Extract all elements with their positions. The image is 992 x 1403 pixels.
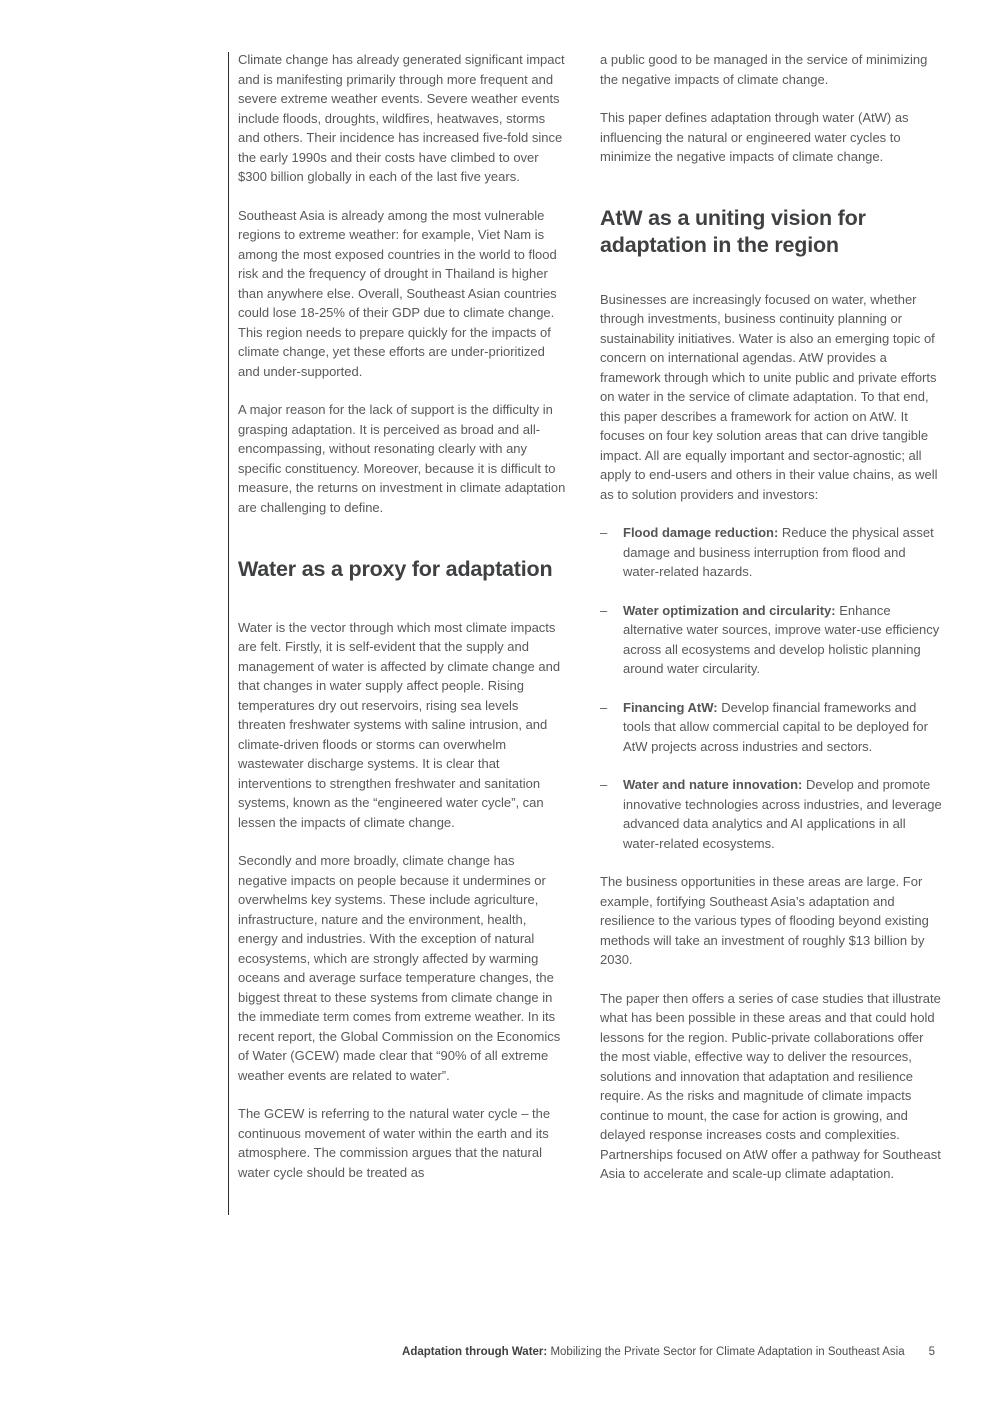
body-paragraph: The business opportunities in these areas are large. For example, fortifying Southeast Asia’s adaptation and resilience to the various types of flooding beyond existing methods will take an investment of roughly $13 billion by 2030. <box>600 874 929 967</box>
bullet-text: Enhance alternative water sources, improve water-use efficiency across all ecosystems and develop holistic planning around water circularity. <box>623 602 940 676</box>
list-item <box>600 775 942 853</box>
body-paragraph: Secondly and more broadly, climate change has negative impacts on people because it undermines or overwhelms key systems. These include agriculture, infrastructure, nature and the environment, health, energy and industries. With the exception of natural ecosystems, which are strongly affected by warming oceans and average surface temperature changes, the biggest threat to these systems from climate change in the immediate term comes from extreme weather. In its recent report, the Global Commission on the Economics of Water (GCEW) made clear that “90% of all extreme weather events are related to water”. <box>238 853 561 1083</box>
body-paragraph: Southeast Asia is already among the most vulnerable regions to extreme weather: for example, Viet Nam is among the most exposed countries in the world to flood risk and the frequency of drought in Thailand is higher than anywhere else. Overall, Southeast Asian countries could lose 18-25% of their GDP due to climate change. This region needs to prepare quickly for the impacts of climate change, yet these efforts are under-prioritized and under-supported. <box>238 207 557 379</box>
footer-title-bold: Adaptation through Water: <box>402 1346 548 1358</box>
bullet-dash: – <box>600 525 608 540</box>
solution-areas-list <box>600 523 942 853</box>
bullet-label: Financing AtW: <box>623 699 718 715</box>
section-heading-atw-vision: AtW as a uniting vision for adaptation in the region <box>600 205 866 257</box>
page-number: 5 <box>928 1346 935 1358</box>
two-column-layout <box>238 50 942 1203</box>
left-column <box>238 50 566 1203</box>
section-heading-water-proxy: Water as a proxy for adaptation <box>238 557 553 581</box>
footer-title-rest: Mobilizing the Private Sector for Climate Adaptation in Southeast Asia <box>550 1346 905 1358</box>
bullet-dash: – <box>600 602 608 618</box>
list-item <box>600 601 942 679</box>
body-paragraph: The paper then offers a series of case studies that illustrate what has been possible in these areas and that could hold lessons for the region. Public-private collaborations offer the most viable, effective way to deliver the resources, solutions and innovation that adaptation and resilience require. As the risks and magnitude of climate impacts continue to mount, the case for action is growing, and delayed response increases costs and complexities. Partnerships focused on AtW offer a pathway for Southeast Asia to accelerate and scale-up climate adaptation. <box>600 990 941 1181</box>
column-divider-rule <box>228 52 229 1215</box>
bullet-label: Flood damage reduction: <box>623 525 779 540</box>
bullet-label: Water and nature innovation: <box>623 777 803 792</box>
bullet-paragraph <box>623 601 942 679</box>
body-paragraph: The GCEW is referring to the natural water cycle – the continuous movement of water within the earth and its atmosphere. The commission argues that the natural water cycle should be treated as <box>238 1106 551 1180</box>
bullet-dash: – <box>600 777 608 792</box>
right-column <box>600 50 942 1203</box>
list-item <box>600 698 942 757</box>
body-paragraph: a public good to be managed in the service of minimizing the negative impacts of climate change. <box>600 52 928 87</box>
bullet-text: Develop and promote innovative technologies across industries, and leverage advanced data analytics and AI applications in all water-related ecosystems. <box>623 777 942 851</box>
body-paragraph: A major reason for the lack of support is the difficulty in grasping adaptation. It is perceived as broad and all-encompassing, without resonating clearly with any specific constituency. Moreover, because it is difficult to measure, the returns on investment in climate adaptation are challenging to define. <box>238 402 566 515</box>
body-paragraph: Climate change has already generated significant impact and is manifesting primarily through more frequent and severe extreme weather events. Severe weather events include floods, droughts, wildfires, heatwaves, storms and others. Their incidence has increased five-fold since the early 1990s and their costs have climbed to over $300 billion globally in each of the last five years. <box>238 52 565 184</box>
footer-document-title <box>402 1345 905 1360</box>
list-item <box>600 523 942 582</box>
bullet-paragraph <box>623 523 942 582</box>
body-paragraph: Businesses are increasingly focused on water, whether through investments, business continuity planning or sustainability initiatives. Water is also an emerging topic of concern on international agendas. AtW provides a framework through which to unite public and private efforts on water in the service of climate adaptation. To that end, this paper describes a framework for action on AtW. It focuses on four key solution areas that can drive tangible impact. All are equally important and sector-agnostic; all apply to end-users and others in their value chains, as well as to solution providers and investors: <box>600 291 938 502</box>
bullet-paragraph <box>623 775 942 853</box>
bullet-dash: – <box>600 699 608 715</box>
body-paragraph: Water is the vector through which most climate impacts are felt. Firstly, it is self-evident that the supply and management of water is affected by climate change and that changes in water supply affect people. Rising temperatures dry out reservoirs, rising sea levels threaten freshwater systems with saline intrusion, and climate-driven floods or storms can overwhelm wastewater discharge systems. It is clear that interventions to strengthen freshwater and sanitation systems, known as the “engineered water cycle”, can lessen the impacts of climate change. <box>238 619 561 830</box>
bullet-label: Water optimization and circularity: <box>623 602 836 618</box>
page-footer <box>402 1345 935 1360</box>
bullet-text: Reduce the physical asset damage and business interruption from flood and water-related hazards. <box>623 525 934 579</box>
bullet-paragraph <box>623 698 942 757</box>
body-paragraph: This paper defines adaptation through water (AtW) as influencing the natural or engineered water cycles to minimize the negative impacts of climate change. <box>600 110 909 164</box>
bullet-text: Develop financial frameworks and tools that allow commercial capital to be deployed for AtW projects across industries and sectors. <box>623 699 928 754</box>
